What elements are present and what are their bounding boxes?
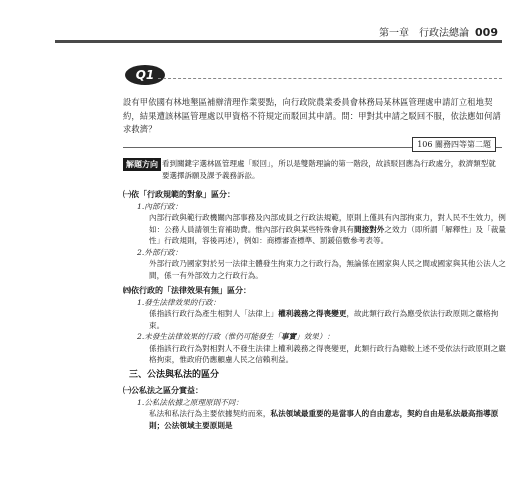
section-heading: ㈣依行政的「法律效果有無」區分： [123,286,251,295]
header-rule [55,40,502,43]
subsection-label: 2.外部行政： [137,247,183,257]
running-header [379,24,498,39]
paragraph: 私法和私法行為主要依據契約而來，私法領域最重要的是當事人的自由意志，契約自由是私法最高指導原則；公法領域主要原則是 [149,409,499,430]
page-number: 009 [475,26,498,39]
tip-label: 解題方向 [123,158,161,171]
paragraph: 係指該行政行為產生相對人「法律上」權利義務之得喪變更，故此類行政行為應受依法行政原則之嚴格拘束。 [149,309,499,330]
tip-text: 看到關鍵字選林區管理處「駁回」，所以是雙階理論的第一階段，故該駁回應為行政處分，救濟類型就要選擇訴願及課予義務訴訟。 [162,159,496,180]
main-section-heading: 三、公法與私法的區分 [129,369,220,380]
question-badge: Q1 [125,65,165,85]
subsection-label: 1.發生法律效果的行政： [137,297,221,307]
paragraph: 係指該行政行為對相對人不發生法律上權利義務之得喪變更，此類行政行為雖較上述不受依法行政原則之嚴格拘束，惟政府仍應顧慮人民之信賴利益。 [149,343,506,364]
subsection-label: 2.未發生法律效果的行政（惟仍可能發生「事實」效果）： [137,332,335,341]
question-text: 設有甲依國有林地墾區補辦清理作業要點，向行政院農業委員會林務局某林區管理處申請訂立租地契約，結果遭該林區管理處以甲資格不符規定而駁回其申請。問：甲對其申請之駁回不服，依法應如何請求救濟？ [123,97,501,134]
section-heading: ㈠公私法之區分實益： [123,386,203,395]
paragraph: 外部行政乃國家對於另一法律主體發生拘束力之行政行為，無論係在國家與人民之間或國家與其他公法人之間，係一有外部效力之行政行為。 [149,259,506,280]
exam-reference: 106 關務四等第二題 [412,137,496,152]
question-divider [158,78,502,79]
subsection-label: 1.公私法依據之原理原則不同： [137,397,243,407]
subsection-label: 1.內部行政： [137,201,183,211]
body-text [123,185,508,431]
section-heading: ㈠依「行政規範的對象」區分： [123,190,235,199]
paragraph: 內部行政與範行政機關內部事務及內部成員之行政法規範，原則上僅具有內部拘束力，對人民不生效力，例如：公務人員請領生育補助費。惟內部行政與某些特殊會具有間接對外之效力（即所謂「解釋性」及「裁量性」行政規則，容後再述），例如：商標審查標準、罰鍰倍數參考表等。 [149,213,506,245]
chapter-title: 第一章 行政法總論 [379,28,470,39]
